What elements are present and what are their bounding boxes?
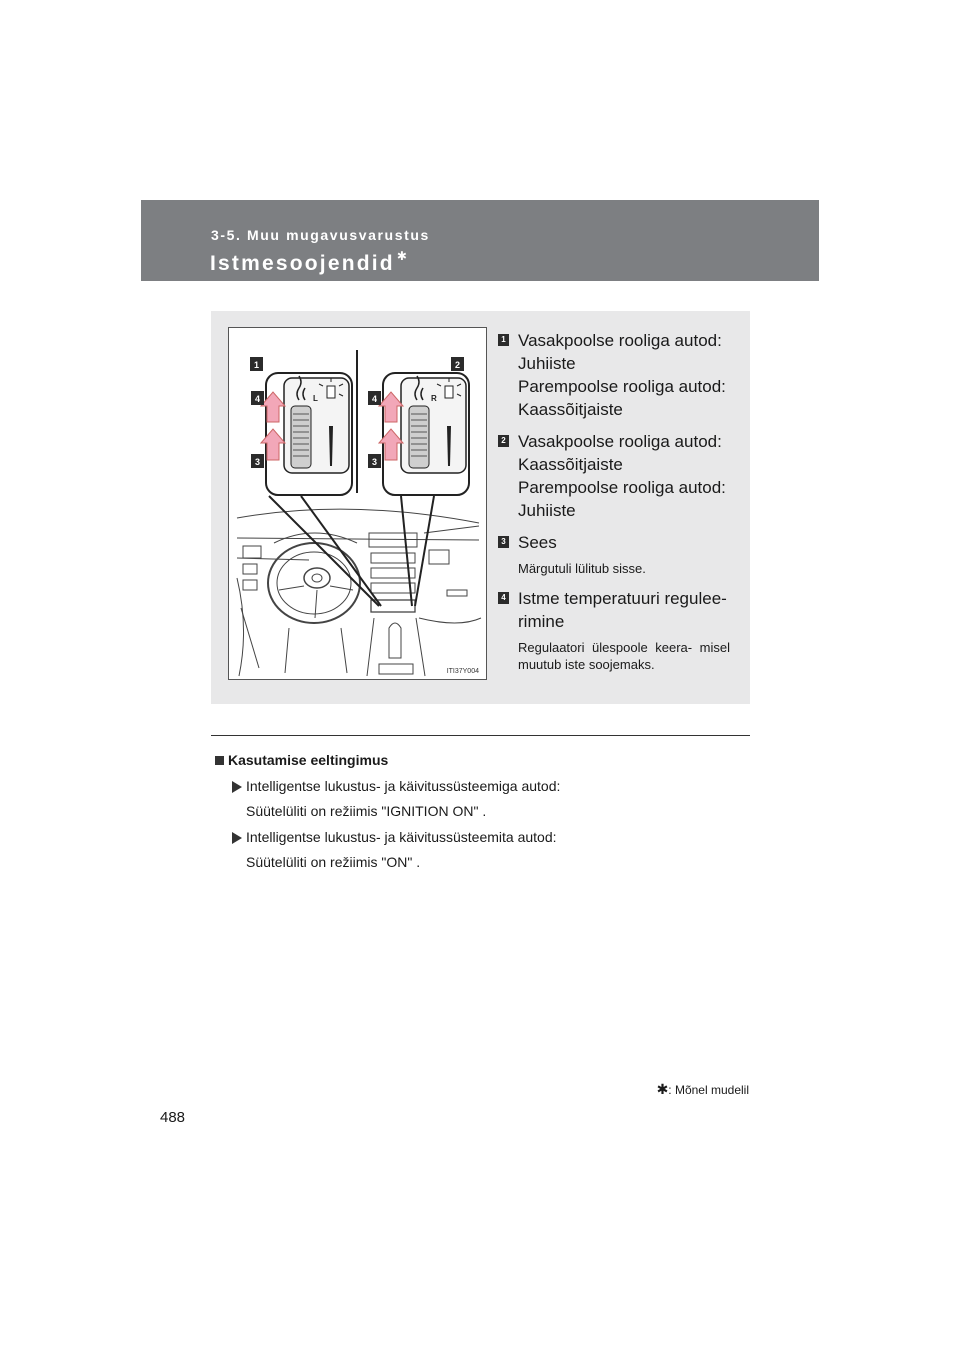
- legend-4-line-1: Istme temperatuuri regulee-: [518, 589, 727, 608]
- callout-4-left: 4: [254, 394, 261, 404]
- legend-item-3: [498, 531, 730, 554]
- switch-letter-r: R: [431, 394, 437, 403]
- legend-1-line-4: Kaassõitjaiste: [518, 400, 623, 419]
- callout-2: 2: [454, 360, 461, 370]
- conditions-heading: [215, 752, 755, 768]
- callout-3-left: 3: [254, 457, 261, 467]
- condition-2-text: Intelligentse lukustus- ja käivitussüsteemita autod:: [246, 829, 557, 845]
- legend-item-2: [498, 430, 730, 522]
- footnote: [657, 1081, 749, 1098]
- dashboard-drawing: [229, 328, 486, 679]
- footnote-text: : Mõnel mudelil: [668, 1083, 749, 1097]
- legend-item-1: [498, 329, 730, 421]
- legend-4-note: Regulaatori ülespoole keera- misel muutub iste soojemaks.: [518, 640, 730, 672]
- switch-letter-l: L: [313, 394, 318, 403]
- legend-3-line-1: Sees: [518, 533, 557, 552]
- legend-2-line-3: Parempoolse rooliga autod:: [518, 478, 726, 497]
- condition-1-sub: Süütelüliti on režiimis "IGNITION ON" .: [246, 803, 487, 819]
- section-label: 3-5. Muu mugavusvarustus: [211, 227, 430, 243]
- condition-item-2: [215, 829, 755, 845]
- legend-item-4: [498, 587, 730, 633]
- title-text: Istmesoojendid: [210, 252, 395, 275]
- section-header: [141, 200, 819, 281]
- legend-badge-4: 4: [498, 592, 509, 604]
- legend-2-line-4: Juhiiste: [518, 501, 576, 520]
- legend-1-line-1: Vasakpoolse rooliga autod:: [518, 331, 722, 350]
- legend-2-line-2: Kaassõitjaiste: [518, 455, 623, 474]
- legend-3-note: Märgutuli lülitub sisse.: [518, 561, 646, 576]
- usage-conditions: [215, 752, 755, 870]
- legend-badge-2: 2: [498, 435, 509, 447]
- legend-badge-3: 3: [498, 536, 509, 548]
- triangle-bullet-icon: [232, 781, 242, 793]
- legend-list: [498, 329, 730, 673]
- page-title: [210, 251, 409, 276]
- divider-rule: [211, 735, 750, 736]
- condition-1-text: Intelligentse lukustus- ja käivitussüsteemiga autod:: [246, 778, 561, 794]
- legend-1-line-2: Juhiiste: [518, 354, 576, 373]
- legend-4-line-2: rimine: [518, 612, 565, 631]
- square-bullet-icon: [215, 756, 224, 765]
- legend-1-line-3: Parempoolse rooliga autod:: [518, 377, 726, 396]
- page-number: 488: [160, 1109, 186, 1126]
- asterisk-icon: ✱: [656, 1081, 669, 1097]
- callout-3-right: 3: [371, 457, 378, 467]
- seat-heater-illustration: [228, 327, 487, 680]
- condition-2-sub: Süütelüliti on režiimis "ON" .: [246, 854, 421, 870]
- figure-code: ITI37Y004: [446, 668, 479, 675]
- conditions-heading-text: Kasutamise eeltingimus: [228, 752, 389, 768]
- legend-2-line-1: Vasakpoolse rooliga autod:: [518, 432, 722, 451]
- callout-4-right: 4: [371, 394, 378, 404]
- legend-badge-1: 1: [498, 334, 509, 346]
- condition-item-1: [215, 778, 755, 794]
- callout-1: 1: [253, 360, 260, 370]
- triangle-bullet-icon: [232, 832, 242, 844]
- title-asterisk: ✱: [396, 249, 410, 263]
